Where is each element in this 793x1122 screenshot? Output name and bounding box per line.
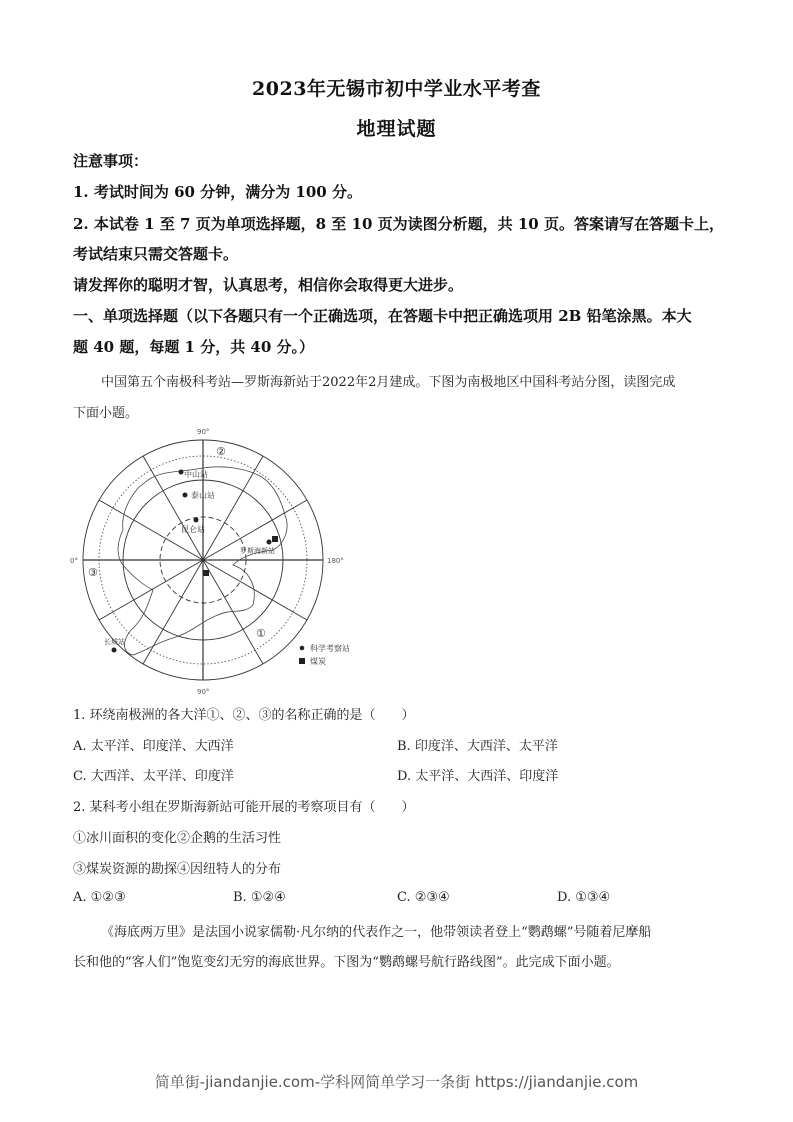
degree-label-left: 0°: [70, 557, 78, 565]
question-2-stem: 2. 某科考小组在罗斯海新站可能开展的考察项目有（ ）: [73, 800, 415, 815]
ocean-label-2: ②: [216, 445, 226, 458]
station-label-zhongshan: 中山站: [184, 470, 208, 479]
station-dot-zhongshan: [179, 470, 184, 475]
antarctic-stations-map: [70, 422, 370, 697]
station-label-great-wall: 长城站: [104, 638, 125, 646]
encouragement: 请发挥你的聪明才智，认真思考，相信你会取得更大进步。: [73, 276, 464, 294]
legend-coal-icon: [299, 658, 305, 664]
passage-1-line-1: 中国第五个南极科考站—罗斯海新站于2022年2月建成。下图为南极地区中国科考站分图，读图完成: [101, 375, 676, 390]
station-label-kunlun: 昆仑站: [181, 525, 205, 534]
question-2-option-c[interactable]: C. ②③④: [397, 890, 450, 905]
question-1-option-d[interactable]: D. 太平洋、大西洋、印度洋: [397, 769, 559, 784]
notice-item-2-cont: 考试结束只需交答题卡。: [73, 245, 239, 263]
question-2-option-d[interactable]: D. ①③④: [557, 890, 611, 905]
passage-2-line-1: 《海底两万里》是法国小说家儒勒·凡尔纳的代表作之一，他带领读者登上“鹦鹉螺”号随着尼摩船: [101, 925, 652, 940]
question-2-items-1: ①冰川面积的变化②企鹅的生活习性: [73, 831, 282, 846]
degree-label-right: 180°: [327, 557, 344, 565]
ocean-label-1: ①: [256, 627, 266, 640]
legend-station-label: 科学考察站: [310, 644, 350, 653]
notice-item-2: 2. 本试卷 1 至 7 页为单项选择题，8 至 10 页为读图分析题，共 10 页。答案请写在答题卡上，: [73, 215, 724, 233]
question-1-option-b[interactable]: B. 印度洋、大西洋、太平洋: [397, 739, 558, 754]
station-dot-taishan: [183, 493, 188, 498]
coal-marker-center: [203, 570, 209, 576]
question-2-items-2: ③煤炭资源的勘探④因纽特人的分布: [73, 862, 282, 877]
legend-station-icon: [300, 646, 305, 651]
section-heading-cont: 题 40 题，每题 1 分，共 40 分。）: [73, 338, 315, 356]
section-heading: 一、单项选择题（以下各题只有一个正确选项，在答题卡中把正确选项用 2B 铅笔涂黑。本大: [73, 307, 692, 325]
question-1-stem: 1. 环绕南极洲的各大洋①、②、③的名称正确的是（ ）: [73, 708, 415, 723]
footer-watermark: 简单街-jiandanjie.com-学科网简单学习一条街 https://jiandanjie.com: [154, 1073, 639, 1091]
question-2-option-a[interactable]: A. ①②③: [73, 890, 126, 905]
question-2-option-b[interactable]: B. ①②④: [233, 890, 286, 905]
passage-2-line-2: 长和他的“客人们”饱览变幻无穷的海底世界。下图为“鹦鹉螺号航行路线图”。此完成下面小题。: [73, 955, 620, 970]
question-1-option-c[interactable]: C. 大西洋、太平洋、印度洋: [73, 769, 234, 784]
exam-subject: 地理试题: [356, 118, 437, 140]
station-dot-great-wall: [112, 648, 117, 653]
station-label-ross-sea: 罗斯海新站: [240, 547, 275, 555]
exam-title: 2023年无锡市初中学业水平考查: [252, 78, 541, 100]
ocean-label-3: ③: [88, 566, 98, 579]
notice-item-1: 1. 考试时间为 60 分钟，满分为 100 分。: [73, 183, 362, 201]
notice-heading: 注意事项：: [73, 152, 149, 170]
coal-marker-ross-sea: [272, 536, 278, 542]
passage-1-line-2: 下面小题。: [73, 406, 139, 421]
station-dot-ross-sea: [267, 540, 272, 545]
degree-label-top: 90°: [197, 428, 210, 436]
station-label-taishan: 泰山站: [191, 491, 215, 500]
degree-label-bottom: 90°: [197, 688, 210, 696]
station-dot-kunlun: [194, 518, 199, 523]
question-1-option-a[interactable]: A. 太平洋、印度洋、大西洋: [73, 739, 234, 754]
legend-coal-label: 煤炭: [310, 657, 326, 666]
